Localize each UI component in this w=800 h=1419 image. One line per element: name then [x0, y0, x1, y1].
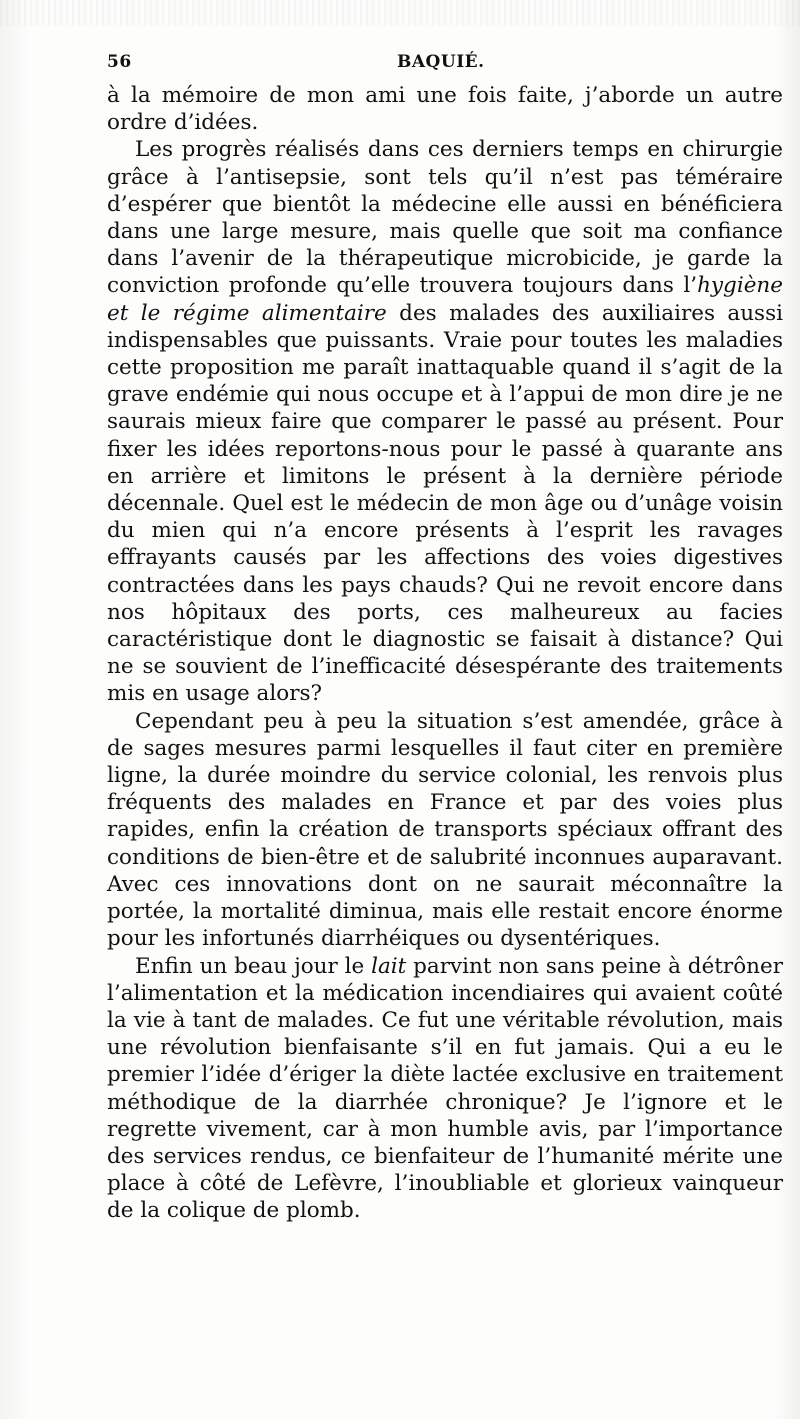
- page-header: [107, 52, 787, 80]
- italic-text-run: lait: [371, 953, 407, 979]
- text-run: Cependant peu à peu la situation s’est amendée, grâce à de sages mesures parmi lesquelles il faut citer en première ligne, la durée moindre du service colonial, les renvois plus fréquents des malades en France et par des voies plus rapides, enfin la création de transports spéciaux offrant des conditions de bien-être et de salubrité inconnues auparavant. Avec ces innovations dont on ne saurait méconnaître la portée, la mortalité diminua, mais elle restait encore énorme pour les infortunés diarrhéiques ou dysentériques.: [107, 708, 783, 952]
- text-run: des malades des auxiliaires aussi indispensables que puissants. Vraie pour toutes les maladies cette proposition me paraît inattaquable quand il s’agit de la grave endémie qui nous occupe et à l’appui de mon dire je ne saurais mieux faire que comparer le passé au présent. Pour fixer les idées reportons-nous pour le passé à quarante ans en arrière et limitons le présent à la dernière période décennale. Quel est le médecin de mon âge ou d’unâge voisin du mien qui n’a encore présents à l’esprit les ravages effrayants causés par les affections des voies digestives contractées dans les pays chauds? Qui ne revoit encore dans nos hôpitaux des ports, ces malheureux au facies caractéristique dont le diagnostic se faisait à distance? Qui ne se souvient de l’inefficacité désespérante des traitements mis en usage alors?: [107, 300, 783, 707]
- body-text: [107, 82, 783, 1225]
- text-run: Les progrès réalisés dans ces derniers temps en chirurgie grâce à l’antisepsie, sont tels qu’il n’est pas téméraire d’espérer que bientôt la médecine elle aussi en bénéficiera dans une large mesure, mais quelle que soit ma confiance dans l’avenir de la thérapeutique microbicide, je garde la conviction profonde qu’elle trouvera toujours dans l’: [107, 137, 783, 299]
- italic-text-run: hygiène et le régime alimentaire: [107, 273, 783, 326]
- text-run: à la mémoire de mon ami une fois faite, j’aborde un autre ordre d’idées.: [107, 83, 783, 136]
- page-number: 56: [107, 52, 132, 72]
- scan-edge-artifact: [0, 0, 800, 26]
- running-head: BAQUIÉ.: [397, 52, 485, 72]
- paragraph: [107, 136, 783, 707]
- paragraph: [107, 708, 783, 953]
- text-run: parvint non sans peine à détrôner l’alimentation et la médication incendiaires qui avaient coûté la vie à tant de malades. Ce fut une véritable révolution, mais une révolution bienfaisante s’il en fut jamais. Qui a eu le premier l’idée d’ériger la diète lactée exclusive en traitement méthodique de la diarrhée chronique? Je l’ignore et le regrette vivement, car à mon humble avis, par l’importance des services rendus, ce bienfaiteur de l’humanité mérite une place à côté de Lefèvre, l’inoubliable et glorieux vainqueur de la colique de plomb.: [107, 953, 784, 1224]
- paragraph: [107, 953, 783, 1225]
- text-run: Enfin un beau jour le: [135, 953, 372, 979]
- paragraph: [107, 82, 783, 136]
